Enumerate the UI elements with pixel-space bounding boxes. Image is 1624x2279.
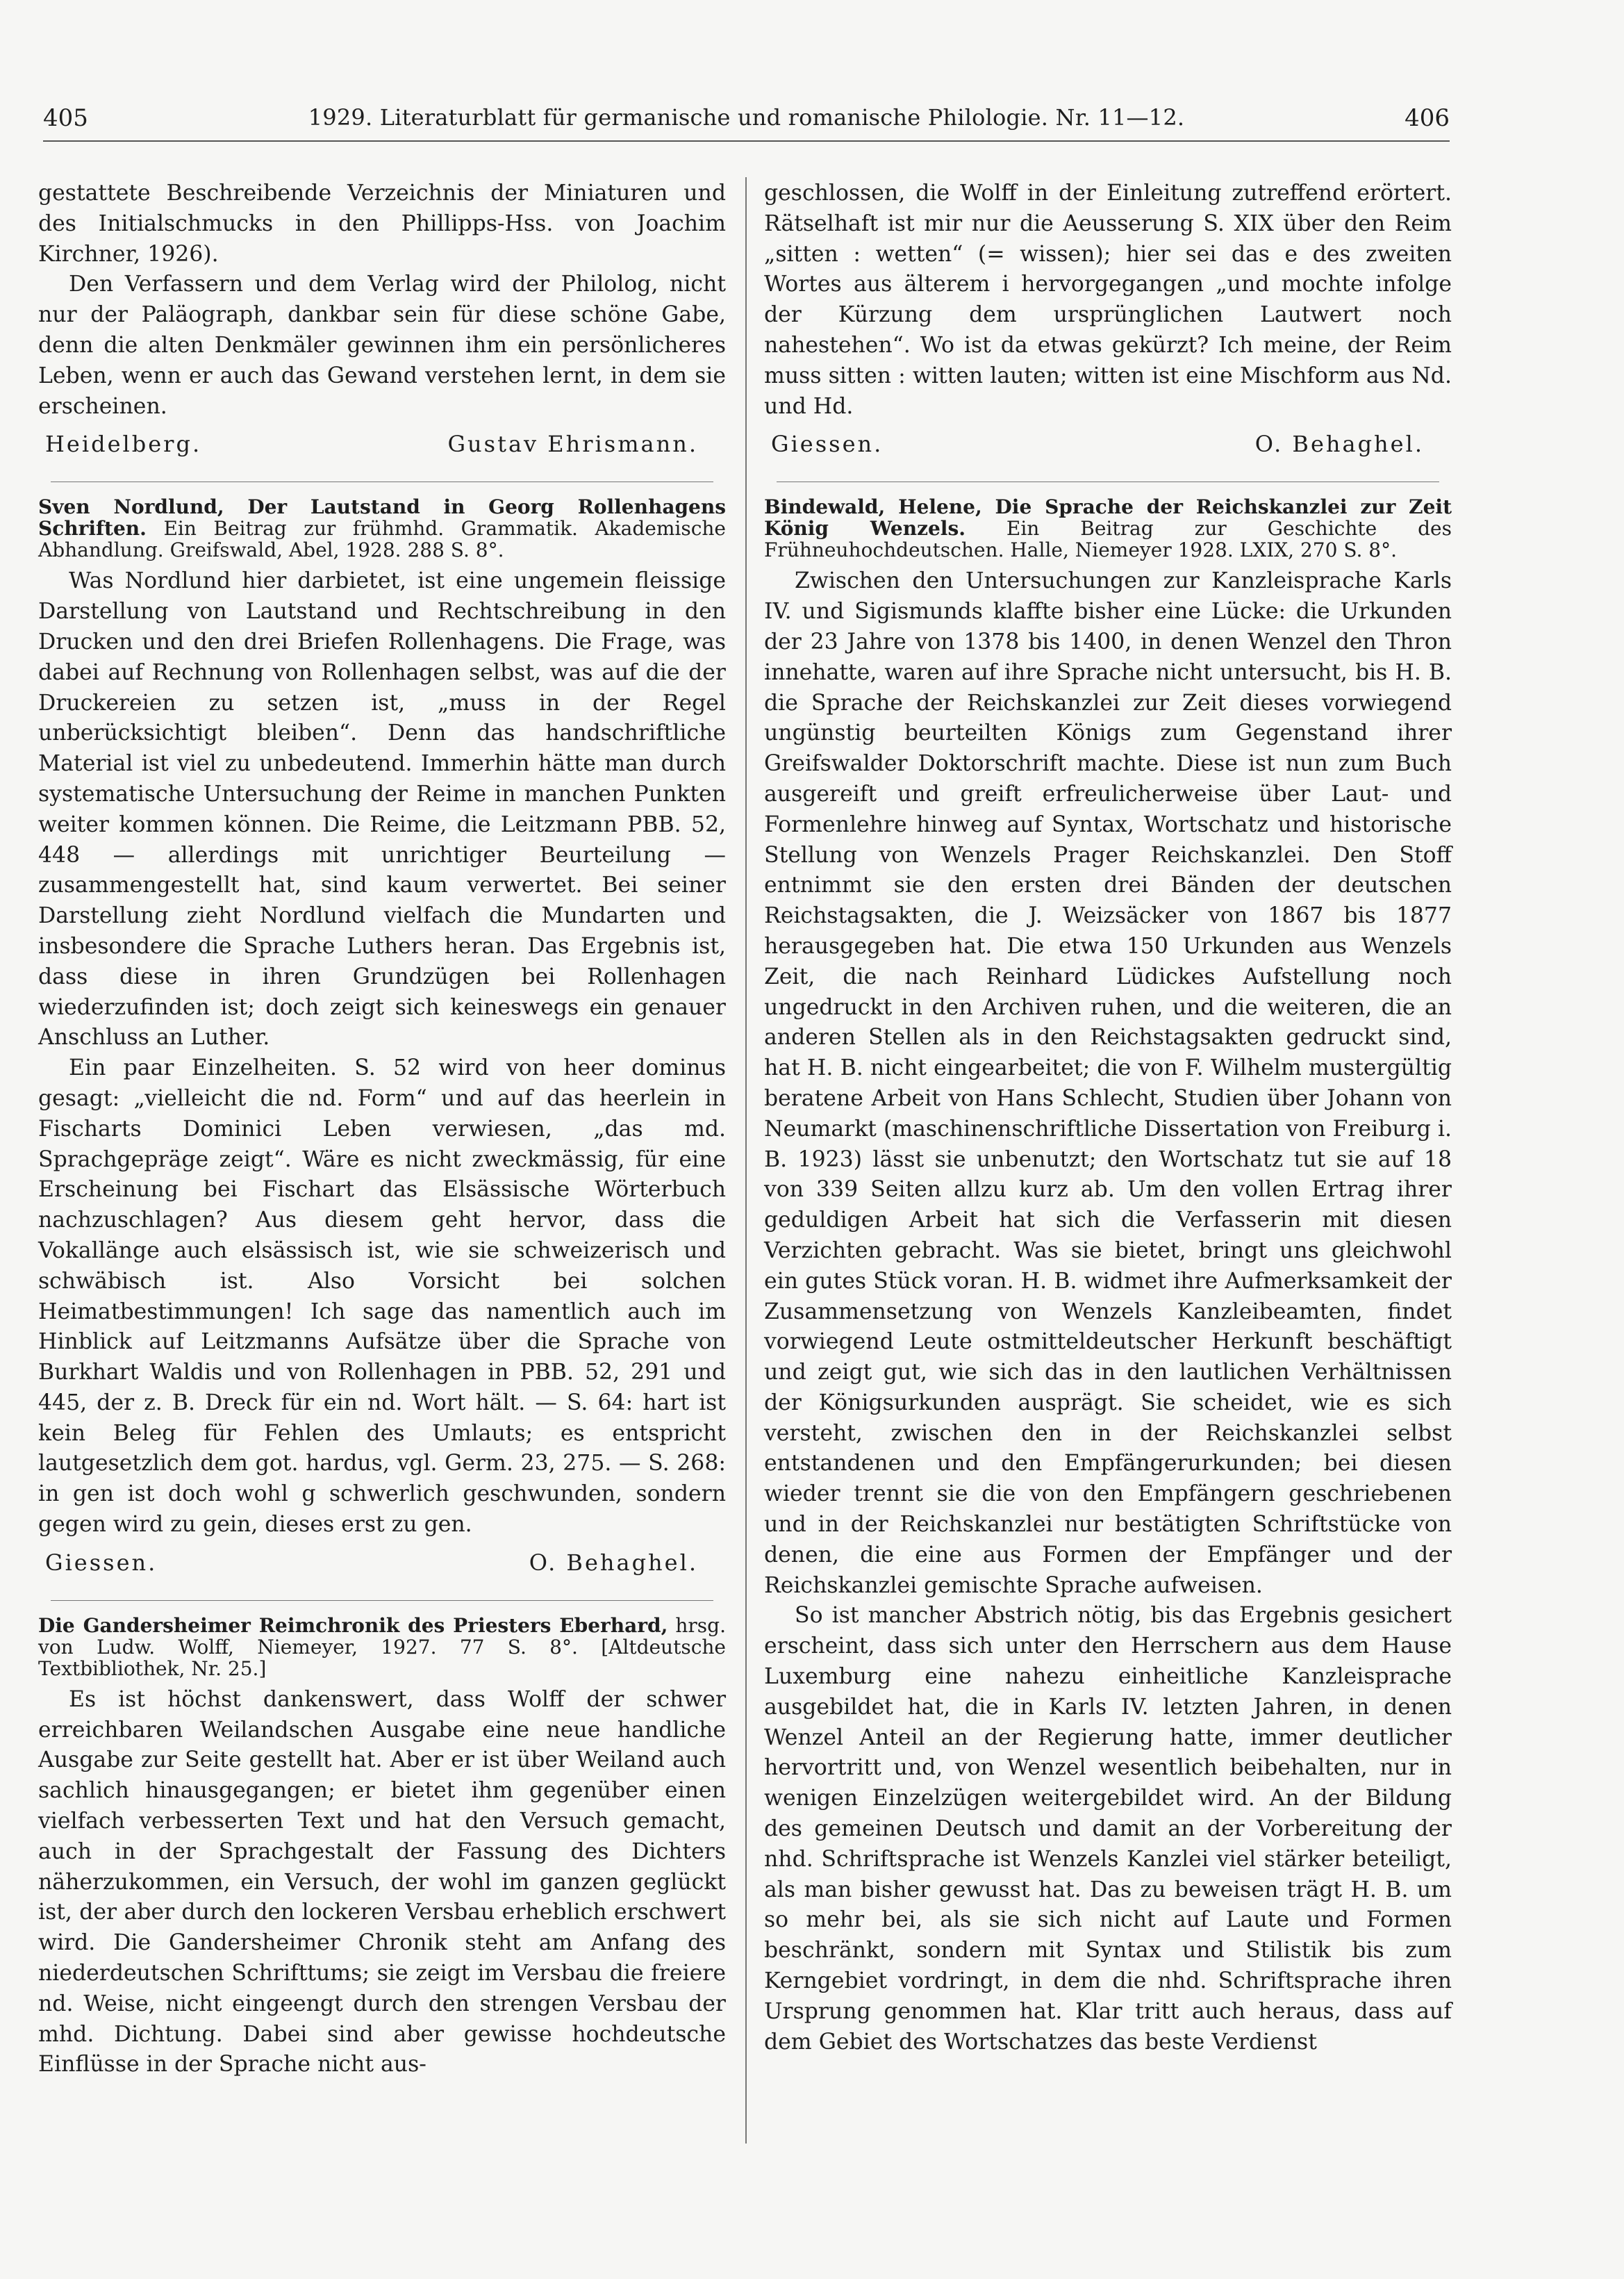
journal-title: 1929. Literaturblatt für germanische und romanische Philologie. Nr. 11—12.	[308, 104, 1185, 131]
review-meta: Ein Beitrag zur Geschichte des Frühneuhochdeutschen. Halle, Niemeyer 1928. LXIX, 270 S. 8°.	[764, 517, 1452, 562]
review-title: Sven Nordlund, Der Lautstand in Georg Rollenhagens Schriften.	[38, 495, 726, 541]
section-rule	[51, 1600, 713, 1601]
left-column	[38, 179, 726, 2080]
paragraph: Zwischen den Untersuchungen zur Kanzleisprache Karls IV. und Sigismunds klaffte bisher eine Lücke: die Urkunden der 23 Jahre von 1378 bis 1400, in denen Wenzel den Thron innehatte, waren auf ihre Sprache nicht untersucht, bis H. B. die Sprache der Reichskanzlei zur Zeit dieses vorwiegend ungünstig beurteilten Königs zum Gegenstand ihrer Greifswalder Doktorschrift machte. Diese ist nun zum Buch ausgereift und greift erfreulicherweise über Laut- und Formenlehre hinweg auf Syntax, Wortschatz und historische Stellung von Wenzels Prager Reichskanzlei. Den Stoff entnimmt sie den ersten drei Bänden der deutschen Reichstagsakten, die J. Weizsäcker von 1867 bis 1877 herausgegeben hat. Die etwa 150 Urkunden aus Wenzels Zeit, die nach Reinhard Lüdickes Aufstellung noch ungedruckt in den Archiven ruhen, und die weiteren, die an anderen Stellen als in den Reichstagsakten gedruckt sind, hat H. B. nicht eingearbeitet; die von F. Wilhelm mustergültig beratene Arbeit von Hans Schlecht, Studien über Johann von Neumarkt (maschinenschriftliche Dissertation von Freiburg i. B. 1923) lässt sie unbenutzt; den Wortschatz tut sie auf 18 von 339 Seiten allzu kurz ab. Um den vollen Ertrag ihrer geduldigen Arbeit hat sich die Verfasserin mit diesen Verzichten gebracht. Was sie bietet, bringt uns gleichwohl ein gutes Stück voran. H. B. widmet ihre Aufmerksamkeit der Zusammensetzung von Wenzels Kanzleibeamten, findet vorwiegend Leute ostmitteldeutscher Herkunft beschäftigt und zeigt gut, wie sich das in den lautlichen Verhältnissen der Königsurkunden ausprägt. Sie scheidet, wie es sich versteht, zwischen den in der Reichskanzlei selbst entstandenen und den Empfängerurkunden; bei diesen wieder trennt sie die von den Empfängern geschriebenen und in der Reichskanzlei nur bestätigten Schriftstücke von denen, die eine aus Formen der Empfänger und der Reichskanzlei gemischte Sprache aufweisen.	[764, 568, 1452, 1598]
signature-place: Giessen.	[45, 1549, 158, 1576]
column-divider	[745, 177, 747, 2144]
header-rule	[43, 140, 1450, 142]
signature-place: Giessen.	[771, 431, 884, 458]
review-meta: Ein Beitrag zur frühmhd. Grammatik. Akademische Abhandlung. Greifswald, Abel, 1928. 288 S. 8°.	[38, 517, 726, 562]
signature-name: Gustav Ehrismann.	[447, 431, 698, 458]
page-number-left: 405	[43, 104, 88, 132]
paragraph: Was Nordlund hier darbietet, ist eine ungemein fleissige Darstellung von Lautstand und Rechtschreibung in den Drucken und den drei Briefen Rollenhagens. Die Frage, was dabei auf Rechnung von Rollenhagen selbst, was auf die der Druckereien zu setzen ist, „muss in der Regel unberücksichtigt bleiben“. Denn das handschriftliche Material ist viel zu unbedeutend. Immerhin hätte man durch systematische Untersuchung der Reime in manchen Punkten weiter kommen können. Die Reime, die Leitzmann PBB. 52, 448 — allerdings mit unrichtiger Beurteilung — zusammengestellt hat, sind kaum verwertet. Bei seiner Darstellung zieht Nordlund vielfach die Mundarten und insbesondere die Sprache Luthers heran. Das Ergebnis ist, dass diese in ihren Grundzügen bei Rollenhagen wiederzufinden ist; doch zeigt sich keineswegs ein genauer Anschluss an Luther.	[38, 568, 726, 1051]
review-meta: hrsg. von Ludw. Wolff, Niemeyer, 1927. 77 S. 8°. [Altdeutsche Textbibliothek, Nr. 25.]	[38, 1613, 726, 1680]
signature-name: O. Behaghel.	[1254, 431, 1424, 458]
paragraph: gestattete Beschreibende Verzeichnis der Miniaturen und des Initialschmucks in den Phillipps-Hss. von Joachim Kirchner, 1926).	[38, 181, 726, 267]
review-heading	[38, 496, 726, 561]
paragraph: So ist mancher Abstrich nötig, bis das Ergebnis gesichert erscheint, dass sich unter den Herrschern aus dem Hause Luxemburg eine nahezu einheitliche Kanzleisprache ausgebildet hat, die in Karls IV. letzten Jahren, in denen Wenzel Anteil an der Regierung hatte, immer deutlicher hervortritt und, von Wenzel wesentlich beibehalten, nur in wenigen Einzelzügen weitergebildet wird. An der Bildung des gemeinen Deutsch und damit an der Vorbereitung der nhd. Schriftsprache ist Wenzels Kanzlei viel stärker beteiligt, als man bisher gewusst hat. Das zu beweisen trägt H. B. um so mehr bei, als sie sich nicht auf Laute und Formen beschränkt, sondern mit Syntax und Stilistik bis zum Kerngebiet vordringt, in dem die nhd. Schriftsprache ihren Ursprung genommen hat. Klar tritt auch heraus, dass auf dem Gebiet des Wortschatzes das beste Verdienst	[764, 1603, 1452, 2055]
paragraph: Den Verfassern und dem Verlag wird der Philolog, nicht nur der Paläograph, dankbar sein für diese schöne Gabe, denn die alten Denkmäler gewinnen ihm ein persönlicheres Leben, wenn er auch das Gewand verstehen lernt, in dem sie erscheinen.	[38, 272, 726, 419]
paragraph: geschlossen, die Wolff in der Einleitung zutreffend erörtert. Rätselhaft ist mir nur die Aeusserung S. XIX über den Reim „sitten : wetten“ (= wissen); hier sei das e des zweiten Wortes aus älterem i hervorgegangen „und mochte infolge der Kürzung dem ursprünglichen Lautwert noch nahestehen“. Wo ist da etwas gekürzt? Ich meine, der Reim muss sitten : witten lauten; witten ist eine Mischform aus Nd. und Hd.	[764, 181, 1452, 419]
paragraph: Es ist höchst dankenswert, dass Wolff der schwer erreichbaren Weilandschen Ausgabe eine neue handliche Ausgabe zur Seite gestellt hat. Aber er ist über Weiland auch sachlich hinausgegangen; er bietet ihm gegenüber einen vielfach verbesserten Text und hat den Versuch gemacht, auch in der Sprachgestalt der Fassung des Dichters näherzukommen, ein Versuch, der wohl im ganzen geglückt ist, der aber durch den lockeren Versbau erheblich erschwert wird. Die Gandersheimer Chronik steht am Anfang des niederdeutschen Schrifttums; sie zeigt im Versbau die freiere nd. Weise, nicht eingeengt durch den strengen Versbau der mhd. Dichtung. Dabei sind aber gewisse hochdeutsche Einflüsse in der Sprache nicht aus-	[38, 1686, 726, 2078]
page-header	[43, 104, 1450, 138]
page-number-right: 406	[1405, 104, 1450, 132]
signature	[38, 422, 726, 459]
paragraph: Ein paar Einzelheiten. S. 52 wird von heer dominus gesagt: „vielleicht die nd. Form“ und auf das heerlein in Fischarts Dominici Leben verwiesen, „das md. Sprachgepräge zeigt“. Wäre es nicht zweckmässig, für eine Erscheinung bei Fischart das Elsässische Wörterbuch nachzuschlagen? Aus diesem geht hervor, dass die Vokallänge auch elsässisch ist, wie sie schweizerisch und schwäbisch ist. Also Vorsicht bei solchen Heimatbestimmungen! Ich sage das namentlich auch im Hinblick auf Leitzmanns Aufsätze über die Sprache von Burkhart Waldis und von Rollenhagen in PBB. 52, 291 und 445, der z. B. Dreck für ein nd. Wort hält. — S. 64: hart ist kein Beleg für Fehlen des Umlauts; es entspricht lautgesetzlich dem got. hardus, vgl. Germ. 23, 275. — S. 268: in gen ist doch wohl g schwerlich geschwunden, sondern gegen wird zu gein, dieses erst zu gen.	[38, 1055, 726, 1538]
signature	[764, 422, 1452, 459]
signature	[38, 1540, 726, 1578]
review-title: Die Gandersheimer Reimchronik des Priesters Eberhard,	[38, 1613, 668, 1637]
review-heading	[764, 496, 1452, 561]
review-heading	[38, 1615, 726, 1679]
review-title: Bindewald, Helene, Die Sprache der Reichskanzlei zur Zeit König Wenzels.	[764, 495, 1452, 541]
signature-name: O. Behaghel.	[529, 1549, 698, 1576]
right-column	[764, 179, 1452, 2057]
signature-place: Heidelberg.	[45, 431, 202, 458]
